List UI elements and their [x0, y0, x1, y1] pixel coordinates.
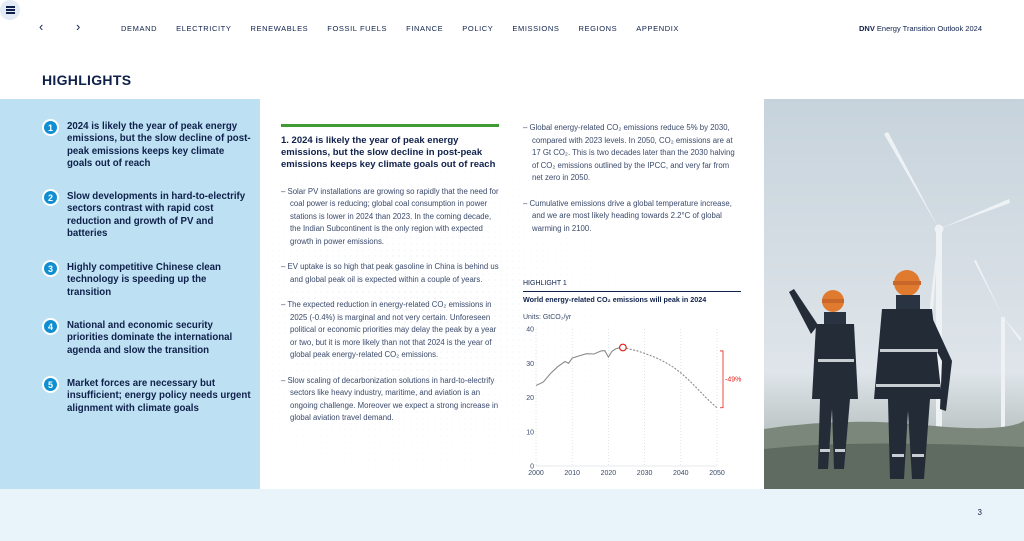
- highlight-number-badge: 2: [42, 189, 59, 206]
- highlight-item-5[interactable]: [42, 378, 252, 415]
- detail-column-left: [281, 124, 499, 438]
- detail-bullet: – Solar PV installations are growing so rapidly that the need for coal power is reducing; global coal consumption in power stations is lower in 2024 than 2023. In the coming decade, the Indian Subcontinent is the only region with expected growth in power emissions.: [281, 186, 499, 246]
- y-tick-label: 0: [530, 463, 534, 471]
- highlight-detail-panel: [260, 99, 764, 489]
- menu-item-demand[interactable]: DEMAND: [121, 24, 158, 33]
- change-bracket: [720, 351, 723, 408]
- report-name: Energy Transition Outlook 2024: [874, 24, 982, 33]
- detail-bullet: – Cumulative emissions drive a global temperature increase, and we are most likely heading towards 2.2°C of global warming in 2100.: [523, 198, 732, 233]
- menu-item-electricity[interactable]: ELECTRICITY: [176, 24, 232, 33]
- highlight-text: Market forces are necessary but insufficient; energy policy needs urgent alignment with climate goals: [67, 378, 251, 414]
- section-menu: [121, 24, 698, 33]
- highlight-box-label: HIGHLIGHT 1: [523, 280, 567, 287]
- y-tick-label: 10: [526, 429, 534, 437]
- peak-marker: [620, 344, 627, 351]
- menu-item-regions[interactable]: REGIONS: [578, 24, 618, 33]
- detail-bullet: – Slow scaling of decarbonization solutions in hard-to-electrify sectors like heavy industry, maritime, and aviation is an ongoing challenge. Moreover we expect a strong increase in global aviation travel demand.: [281, 375, 499, 423]
- chart-units: Units: GtCO₂/yr: [523, 314, 572, 321]
- detail-bullet: – The expected reduction in energy-related CO₂ emissions in 2025 (-0.4%) is marginal and not very certain. Unforeseen political or economic priorities may delay the peak by a year or two, but it is more likely than not that 2024 is the year of global peak energy-related CO₂ emissions.: [281, 300, 497, 360]
- chevron-left-icon[interactable]: ‹: [39, 19, 44, 34]
- y-tick-label: 20: [526, 395, 534, 402]
- highlight-text: Highly competitive Chinese clean technology is speeding up the transition: [67, 262, 221, 298]
- x-tick-label: 2050: [709, 470, 725, 477]
- menu-item-fossil-fuels[interactable]: FOSSIL FUELS: [327, 24, 388, 33]
- content-band: [0, 99, 1024, 489]
- photo-illustration: [764, 99, 1024, 489]
- top-navigation: [0, 0, 1024, 56]
- menu-item-renewables[interactable]: RENEWABLES: [250, 24, 309, 33]
- y-tick-label: 40: [526, 326, 534, 334]
- highlight-box-title: World energy-related CO₂ emissions will peak in 2024: [523, 291, 741, 304]
- detail-column-right: [523, 122, 741, 248]
- highlight-item-2[interactable]: [42, 191, 252, 241]
- highlight-item-1[interactable]: [42, 121, 252, 171]
- wind-turbine-workers-photo: [764, 99, 1024, 489]
- change-label: -49%: [725, 376, 742, 384]
- x-tick-label: 2010: [564, 470, 580, 477]
- brand-logo: DNV: [859, 24, 875, 33]
- x-tick-label: 2000: [528, 470, 544, 477]
- footer-band: [0, 489, 1024, 541]
- menu-item-appendix[interactable]: APPENDIX: [636, 24, 680, 33]
- highlight-text: 2024 is likely the year of peak energy emissions, but the slow decline of post-peak emissions keeps key climate goals out of reach: [67, 121, 251, 170]
- highlight-number-badge: 5: [42, 376, 59, 393]
- highlight-text: National and economic security priorities dominate the international agenda and slow the transition: [67, 320, 233, 356]
- forecast-emissions-line: [623, 347, 717, 407]
- highlight-number-badge: 4: [42, 318, 59, 335]
- highlight-number-badge: 3: [42, 260, 59, 277]
- highlight-item-4[interactable]: [42, 320, 252, 357]
- menu-item-finance[interactable]: FINANCE: [406, 24, 444, 33]
- menu-item-policy[interactable]: POLICY: [462, 24, 494, 33]
- x-tick-label: 2040: [673, 470, 689, 477]
- highlight-item-3[interactable]: [42, 262, 252, 299]
- report-brand: [859, 24, 982, 33]
- menu-item-emissions[interactable]: EMISSIONS: [512, 24, 560, 33]
- menu-icon[interactable]: [0, 0, 20, 20]
- detail-bullet: – EV uptake is so high that peak gasoline in China is behind us and global peak oil is expected within a couple of years.: [281, 262, 499, 284]
- highlight-text: Slow developments in hard-to-electrify sectors contrast with rapid cost reduction and growth of PV and batteries: [67, 191, 246, 240]
- y-tick-label: 30: [526, 360, 534, 368]
- x-tick-label: 2030: [636, 470, 653, 477]
- accent-rule: [281, 124, 499, 127]
- x-tick-label: 2020: [600, 470, 617, 477]
- page-title: HIGHLIGHTS: [42, 72, 132, 88]
- detail-heading: 1. 2024 is likely the year of peak energy emissions, but the slow decline in post-peak emissions keeps key climate goals out of reach: [281, 135, 496, 171]
- highlights-panel: [0, 99, 260, 489]
- highlight-number-badge: 1: [42, 119, 59, 136]
- emissions-chart: [522, 321, 752, 486]
- page-number: 3: [977, 508, 982, 517]
- detail-bullet: – Global energy-related CO₂ emissions reduce 5% by 2030, compared with 2023 levels. In 2050, CO₂ emissions are at 17 Gt CO₂. This is two decades later than the 2030 halving of CO₂ emissions outlined by the IPCC, and very far from net zero in 2050.: [523, 123, 735, 182]
- chevron-right-icon[interactable]: ›: [76, 19, 81, 34]
- historical-emissions-line: [536, 347, 623, 385]
